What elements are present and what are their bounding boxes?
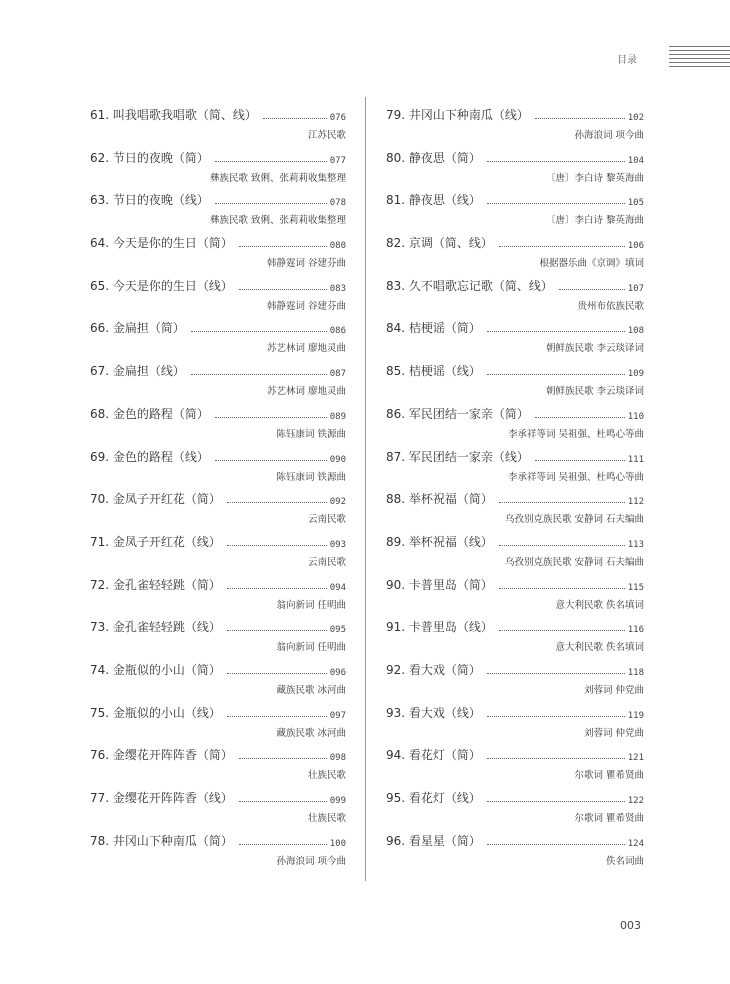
dot-leader — [239, 801, 327, 802]
toc-entry-page: 105 — [627, 198, 644, 209]
toc-entry-page: 093 — [329, 539, 346, 550]
toc-entry-title: 92. 看大戏（简） — [386, 662, 481, 677]
toc-entry-title: 64. 今天是你的生日（简） — [90, 236, 233, 251]
toc-entry-title: 70. 金凤子开红花（简） — [90, 492, 221, 507]
toc-entry-line — [90, 188, 346, 208]
toc-entry-credit: 佚名词曲 — [605, 855, 644, 867]
toc-entry[interactable] — [386, 188, 644, 231]
dot-leader — [227, 673, 327, 674]
toc-entry-page: 083 — [329, 283, 346, 294]
toc-entry-page: 104 — [627, 155, 644, 166]
toc-entry-line — [386, 829, 644, 849]
toc-entry-line — [386, 359, 644, 379]
toc-entry-page: 094 — [329, 582, 346, 593]
toc-entry-title: 68. 金色的路程（简） — [90, 406, 209, 421]
toc-entry-credit: 藏族民歌 冰河曲 — [276, 684, 346, 696]
dot-leader — [227, 588, 327, 589]
toc-entry-credit: 孙海浪词 项今曲 — [276, 855, 346, 867]
toc-entry-line — [386, 146, 644, 166]
toc-entry-page: 121 — [627, 753, 644, 764]
toc-entry-title: 72. 金孔雀轻轻跳（简） — [90, 577, 221, 592]
dot-leader — [239, 844, 327, 845]
toc-entry-page: 080 — [329, 241, 346, 252]
toc-entry-credit: 意大利民歌 佚名填词 — [555, 599, 644, 611]
toc-entry-credit: 壮族民歌 — [307, 770, 346, 782]
toc-entry-title: 75. 金瓶似的小山（线） — [90, 705, 221, 720]
dot-leader — [227, 716, 327, 717]
toc-entry-title: 87. 军民团结一家亲（线） — [386, 449, 529, 464]
toc-entry[interactable] — [90, 530, 346, 573]
toc-entry-credit: 陈钰康词 铁源曲 — [276, 471, 346, 483]
toc-entry-credit: 孙海浪词 项今曲 — [574, 130, 644, 141]
toc-entry-title: 63. 节日的夜晚（线） — [90, 193, 209, 208]
toc-entry-line — [386, 188, 644, 208]
dot-leader — [227, 545, 327, 546]
toc-entry-title: 91. 卡普里岛（线） — [386, 620, 493, 635]
toc-entry-title: 84. 桔梗谣（简） — [386, 321, 481, 336]
toc-entry-page: 109 — [627, 369, 644, 380]
toc-entry[interactable] — [386, 274, 644, 317]
toc-entry-page: 108 — [627, 326, 644, 337]
toc-entry-line — [386, 103, 644, 123]
toc-entry-line — [90, 530, 346, 550]
dot-leader — [239, 246, 327, 247]
toc-entry-credit: 根据器乐曲《京调》填词 — [539, 258, 644, 270]
toc-entry[interactable] — [90, 274, 346, 317]
toc-entry-title: 96. 看星星（简） — [386, 833, 481, 848]
dot-leader — [487, 203, 625, 204]
toc-entry-title: 74. 金瓶似的小山（简） — [90, 662, 221, 677]
toc-entry[interactable] — [386, 316, 644, 359]
toc-entry-page: 107 — [627, 283, 644, 294]
toc-entry[interactable] — [386, 146, 644, 189]
toc-entry-title: 86. 军民团结一家亲（简） — [386, 406, 529, 421]
dot-leader — [499, 502, 625, 503]
toc-entry-page: 087 — [329, 369, 346, 380]
toc-entry[interactable] — [386, 573, 644, 616]
toc-entry-credit: 翁向新词 任明曲 — [276, 642, 346, 654]
toc-entry[interactable] — [90, 231, 346, 274]
dot-leader — [487, 801, 625, 802]
toc-entry-title: 61. 叫我唱歌我唱歌（简、线） — [90, 108, 257, 122]
toc-entry-title: 90. 卡普里岛（简） — [386, 577, 493, 592]
toc-column-left — [90, 103, 346, 871]
dot-leader — [239, 289, 327, 290]
toc-entry-title: 77. 金缨花开阵阵香（线） — [90, 791, 233, 805]
toc-entry[interactable] — [386, 402, 644, 445]
toc-entry-credit: 朝鲜族民歌 李云琰译词 — [545, 343, 644, 355]
toc-entry-credit: 韩静霆词 谷建芬曲 — [266, 258, 346, 270]
toc-entry-credit: 李承祥等词 吴祖强、杜鸣心等曲 — [507, 471, 644, 483]
toc-entry[interactable] — [386, 615, 644, 658]
dot-leader — [487, 673, 625, 674]
dot-leader — [499, 545, 625, 546]
dot-leader — [487, 844, 625, 845]
dot-leader — [499, 630, 625, 631]
toc-entry-line — [90, 658, 346, 678]
toc-entry[interactable] — [386, 658, 644, 701]
toc-entry-credit: 乌孜别克族民歌 安静词 石夫编曲 — [504, 556, 644, 568]
toc-entry[interactable] — [90, 103, 346, 146]
toc-entry-title: 79. 井冈山下种南瓜（线） — [386, 108, 529, 122]
toc-entry[interactable] — [90, 573, 346, 616]
page-number: 003 — [620, 919, 641, 932]
dot-leader — [535, 460, 625, 461]
toc-entry-line — [90, 274, 346, 294]
toc-entry-line — [90, 316, 346, 336]
toc-entry-line — [386, 615, 644, 635]
toc-entry[interactable] — [90, 829, 346, 872]
toc-entry-title: 80. 静夜思（简） — [386, 150, 481, 165]
toc-entry-line — [386, 316, 644, 336]
toc-entry-page: 089 — [329, 411, 346, 422]
toc-entry-line — [386, 573, 644, 593]
toc-entry-line — [90, 829, 346, 849]
dot-leader — [227, 630, 327, 631]
toc-entry-line — [90, 786, 346, 806]
toc-entry-title: 82. 京调（简、线） — [386, 236, 493, 251]
toc-entry-title: 66. 金扁担（简） — [90, 321, 185, 336]
toc-entry-line — [90, 615, 346, 635]
toc-entry-page: 124 — [627, 838, 644, 849]
toc-entry-page: 096 — [329, 667, 346, 678]
dot-leader — [227, 502, 327, 503]
toc-entry-credit: 江苏民歌 — [307, 130, 346, 141]
toc-entry-page: 116 — [627, 625, 644, 636]
toc-entry-page: 112 — [627, 497, 644, 508]
toc-entry-credit: 云南民歌 — [307, 514, 346, 526]
header-decoration-bars — [669, 46, 730, 70]
toc-column-right — [386, 103, 644, 871]
toc-entry-credit: 陈钰康词 铁源曲 — [276, 428, 346, 440]
toc-entry-credit: 彝族民歌 致俐、张莉莉收集整理 — [209, 172, 346, 184]
page-header-label: 目录 — [617, 55, 637, 66]
toc-entry-title: 73. 金孔雀轻轻跳（线） — [90, 620, 221, 635]
toc-entry-page: 119 — [627, 710, 644, 721]
toc-entry[interactable] — [90, 658, 346, 701]
toc-entry[interactable] — [386, 743, 644, 786]
dot-leader — [487, 716, 625, 717]
toc-entry-title: 83. 久不唱歌忘记歌（简、线） — [386, 278, 553, 293]
dot-leader — [263, 118, 327, 119]
toc-entry[interactable] — [386, 445, 644, 488]
toc-entry-title: 94. 看花灯（简） — [386, 748, 481, 763]
toc-entry-page: 090 — [329, 454, 346, 465]
toc-entry[interactable] — [90, 615, 346, 658]
toc-entry-page: 076 — [329, 113, 346, 123]
toc-entry-page: 092 — [329, 497, 346, 508]
toc-entry-title: 81. 静夜思（线） — [386, 193, 481, 208]
toc-entry-line — [90, 359, 346, 379]
toc-entry-credit: 苏艺林词 廖地灵曲 — [266, 343, 346, 355]
toc-entry-page: 111 — [627, 454, 644, 465]
toc-entry[interactable] — [386, 359, 644, 402]
toc-entry-title: 85. 桔梗谣（线） — [386, 364, 481, 379]
toc-entry-credit: 刘蓉词 仲党曲 — [583, 684, 644, 696]
toc-entry[interactable] — [90, 316, 346, 359]
toc-entry[interactable] — [386, 487, 644, 530]
toc-entry-line — [90, 487, 346, 507]
toc-entry-line — [386, 786, 644, 806]
toc-entry-line — [386, 274, 644, 294]
toc-entry-credit: 苏艺林词 廖地灵曲 — [266, 386, 346, 398]
toc-entry-credit: 尔歌词 瞿希贤曲 — [574, 813, 644, 824]
toc-entry-line — [90, 231, 346, 251]
dot-leader — [215, 417, 327, 418]
toc-entry[interactable] — [386, 103, 644, 146]
toc-entry-title: 62. 节日的夜晚（简） — [90, 150, 209, 165]
dot-leader — [535, 417, 625, 418]
toc-entry-credit: 李承祥等词 吴祖强、杜鸣心等曲 — [507, 428, 644, 440]
toc-entry-page: 099 — [329, 796, 346, 806]
toc-entry-title: 89. 举杯祝福（线） — [386, 534, 493, 549]
toc-entry-page: 077 — [329, 155, 346, 166]
toc-entry-title: 93. 看大戏（线） — [386, 705, 481, 720]
toc-entry-title: 67. 金扁担（线） — [90, 364, 185, 379]
toc-entry-credit: 贵州布依族民歌 — [577, 300, 644, 312]
dot-leader — [487, 374, 625, 375]
toc-entry-page: 118 — [627, 667, 644, 678]
dot-leader — [487, 161, 625, 162]
dot-leader — [499, 246, 625, 247]
toc-entry[interactable] — [386, 701, 644, 744]
toc-entry-line — [90, 573, 346, 593]
dot-leader — [215, 203, 327, 204]
dot-leader — [191, 331, 327, 332]
toc-entry-title: 76. 金缨花开阵阵香（简） — [90, 748, 233, 763]
toc-entry[interactable] — [90, 188, 346, 231]
toc-entry-credit: 朝鲜族民歌 李云琰译词 — [545, 386, 644, 398]
toc-entry[interactable] — [90, 743, 346, 786]
toc-entry[interactable] — [90, 146, 346, 189]
toc-entry-credit: 刘蓉词 仲党曲 — [583, 727, 644, 739]
dot-leader — [487, 758, 625, 759]
dot-leader — [191, 374, 327, 375]
toc-entry-credit: 翁向新词 任明曲 — [276, 599, 346, 611]
toc-entry-line — [90, 743, 346, 763]
dot-leader — [487, 331, 625, 332]
dot-leader — [499, 588, 625, 589]
toc-entry-line — [386, 445, 644, 465]
toc-entry-line — [90, 445, 346, 465]
toc-entry-credit: 〔唐〕李白诗 黎英海曲 — [545, 172, 644, 184]
toc-entry-title: 65. 今天是你的生日（线） — [90, 278, 233, 293]
toc-entry-page: 115 — [627, 582, 644, 593]
dot-leader — [559, 289, 625, 290]
toc-entry-credit: 韩静霆词 谷建芬曲 — [266, 300, 346, 312]
toc-entry[interactable] — [386, 530, 644, 573]
toc-entry-line — [90, 103, 346, 123]
toc-entry-line — [386, 402, 644, 422]
toc-entry-line — [386, 487, 644, 507]
toc-entry[interactable] — [386, 829, 644, 872]
column-divider — [365, 97, 366, 881]
dot-leader — [215, 161, 327, 162]
toc-entry[interactable] — [386, 786, 644, 829]
toc-entry-credit: 彝族民歌 致俐、张莉莉收集整理 — [209, 215, 346, 227]
toc-entry-page: 102 — [627, 113, 644, 123]
toc-entry-page: 106 — [627, 241, 644, 252]
toc-entry-page: 098 — [329, 753, 346, 764]
dot-leader — [215, 460, 327, 461]
toc-entry-credit: 云南民歌 — [307, 556, 346, 568]
toc-entry-credit: 乌孜别克族民歌 安静词 石夫编曲 — [504, 514, 644, 526]
toc-entry-title: 95. 看花灯（线） — [386, 791, 481, 805]
toc-entry-page: 110 — [627, 411, 644, 422]
toc-entry-line — [386, 743, 644, 763]
toc-entry-page: 122 — [627, 796, 644, 806]
toc-entry[interactable] — [90, 786, 346, 829]
toc-entry-page: 097 — [329, 710, 346, 721]
toc-entry[interactable] — [90, 701, 346, 744]
toc-entry-line — [90, 701, 346, 721]
toc-entry-line — [90, 146, 346, 166]
toc-entry-page: 078 — [329, 198, 346, 209]
toc-entry-line — [386, 658, 644, 678]
dot-leader — [535, 118, 625, 119]
toc-entry-title: 71. 金凤子开红花（线） — [90, 534, 221, 549]
toc-entry-page: 086 — [329, 326, 346, 337]
toc-entry-credit: 〔唐〕李白诗 黎英海曲 — [545, 215, 644, 227]
dot-leader — [239, 758, 327, 759]
toc-entry[interactable] — [90, 445, 346, 488]
toc-entry-line — [386, 231, 644, 251]
toc-entry[interactable] — [90, 402, 346, 445]
toc-entry[interactable] — [386, 231, 644, 274]
toc-entry[interactable] — [90, 487, 346, 530]
toc-entry-line — [90, 402, 346, 422]
toc-entry[interactable] — [90, 359, 346, 402]
toc-entry-line — [386, 530, 644, 550]
toc-entry-line — [386, 701, 644, 721]
toc-entry-credit: 尔歌词 瞿希贤曲 — [574, 770, 644, 782]
toc-entry-title: 78. 井冈山下种南瓜（简） — [90, 833, 233, 848]
toc-entry-credit: 意大利民歌 佚名填词 — [555, 642, 644, 654]
toc-entry-title: 69. 金色的路程（线） — [90, 449, 209, 464]
toc-entry-page: 100 — [329, 838, 346, 849]
toc-entry-page: 095 — [329, 625, 346, 636]
toc-entry-credit: 藏族民歌 冰河曲 — [276, 727, 346, 739]
toc-entry-page: 113 — [627, 539, 644, 550]
toc-entry-title: 88. 举杯祝福（简） — [386, 492, 493, 507]
toc-entry-credit: 壮族民歌 — [307, 813, 346, 824]
